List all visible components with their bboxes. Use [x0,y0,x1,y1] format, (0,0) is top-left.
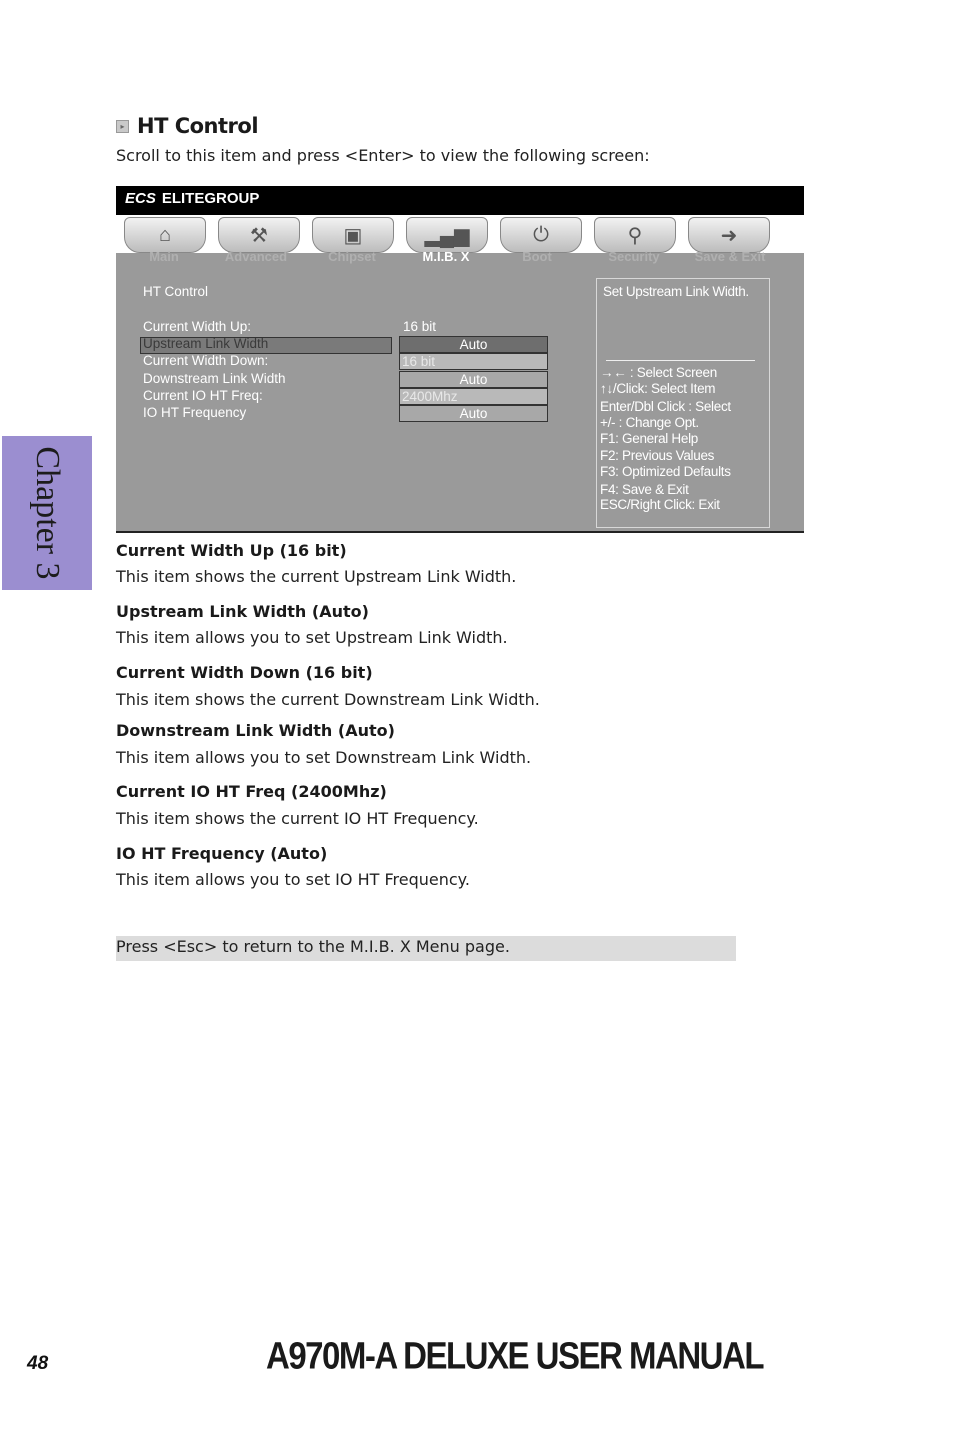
item-label-io-ht-frequency[interactable]: IO HT Frequency [143,405,247,420]
item-description: This item allows you to set IO HT Frequency. [116,870,470,889]
note-text: Press <Esc> to return to the M.I.B. X Menu page. [116,937,510,956]
tab-mib-x[interactable]: M.I.B. X [422,249,470,264]
section-intro: Scroll to this item and press <Enter> to view the following screen: [116,146,650,165]
chapter-tab [2,436,92,590]
key-hint: F3: Optimized Defaults [600,464,731,479]
key-icon[interactable]: ⚲ [594,217,676,253]
tab-main[interactable]: Main [149,249,179,264]
item-value-current-width-down: 16 bit [399,353,548,370]
key-hint: →← : Select Screen [600,365,717,380]
io-ht-frequency-select[interactable]: Auto [399,405,548,422]
help-text: Set Upstream Link Width. [603,284,749,299]
item-title: Upstream Link Width (Auto) [116,602,369,621]
home-icon[interactable]: ⌂ [124,217,206,253]
ecs-logo-icon: ECS [125,190,156,207]
item-description: This item allows you to set Downstream Link Width. [116,748,532,767]
item-title: IO HT Frequency (Auto) [116,844,328,863]
exit-icon[interactable]: ➜ [688,217,770,253]
tab-chipset[interactable]: Chipset [328,249,376,264]
key-hint: +/- : Change Opt. [600,415,699,430]
item-title: Downstream Link Width (Auto) [116,721,395,740]
item-description: This item shows the current Upstream Link Width. [116,567,517,586]
item-label-downstream-link-width[interactable]: Downstream Link Width [143,371,286,386]
downstream-link-width-select[interactable]: Auto [399,371,548,388]
note-bar [116,936,736,961]
chapter-tab-label: Chapter 3 [29,446,66,580]
tab-security[interactable]: Security [608,249,660,264]
item-label-current-width-up: Current Width Up: [143,319,252,334]
key-hint: F4: Save & Exit [600,482,689,497]
tab-advanced[interactable]: Advanced [224,249,288,264]
page-number: 48 [27,1353,49,1374]
section-title: HT Control [137,114,259,138]
key-hint: F2: Previous Values [600,448,715,463]
bios-screen-title: HT Control [143,284,209,299]
item-value-current-io-ht-freq: 2400Mhz [399,388,548,405]
bios-header-bar [116,186,804,215]
item-title: Current Width Up (16 bit) [116,541,347,560]
item-value-current-width-up: 16 bit [403,319,437,334]
item-label-upstream-link-width[interactable]: Upstream Link Width [143,336,269,351]
item-label-current-io-ht-freq: Current IO HT Freq: [143,388,263,403]
bios-logo [125,190,259,207]
item-description: This item allows you to set Upstream Link Width. [116,628,508,647]
bullet-arrow-icon: ▸ [116,120,129,133]
tab-boot[interactable]: Boot [522,249,552,264]
item-title: Current IO HT Freq (2400Mhz) [116,782,387,801]
chip-icon[interactable]: ▣ [312,217,394,253]
chart-icon[interactable]: ▂▄▆ [406,217,488,253]
item-title: Current Width Down (16 bit) [116,663,373,682]
bios-screenshot [116,186,804,533]
tab-save-exit[interactable]: Save & Exit [694,249,766,264]
key-hint: ESC/Right Click: Exit [600,497,720,512]
power-icon[interactable]: ⏻ [500,217,582,253]
key-hint: ↑↓/Click: Select Item [600,381,716,396]
key-hint: Enter/Dbl Click : Select [600,399,731,414]
bios-brand: ELITEGROUP [161,190,260,207]
help-divider [606,360,755,361]
wrench-icon[interactable]: ⚒ [218,217,300,253]
section-heading [116,114,258,138]
item-label-current-width-down: Current Width Down: [143,353,269,368]
item-description: This item shows the current IO HT Frequency. [116,809,479,828]
upstream-link-width-select[interactable]: Auto [399,336,548,353]
key-hint: F1: General Help [600,431,698,446]
item-description: This item shows the current Downstream Link Width. [116,690,540,709]
manual-title: A970M-A DELUXE USER MANUAL [266,1334,763,1377]
